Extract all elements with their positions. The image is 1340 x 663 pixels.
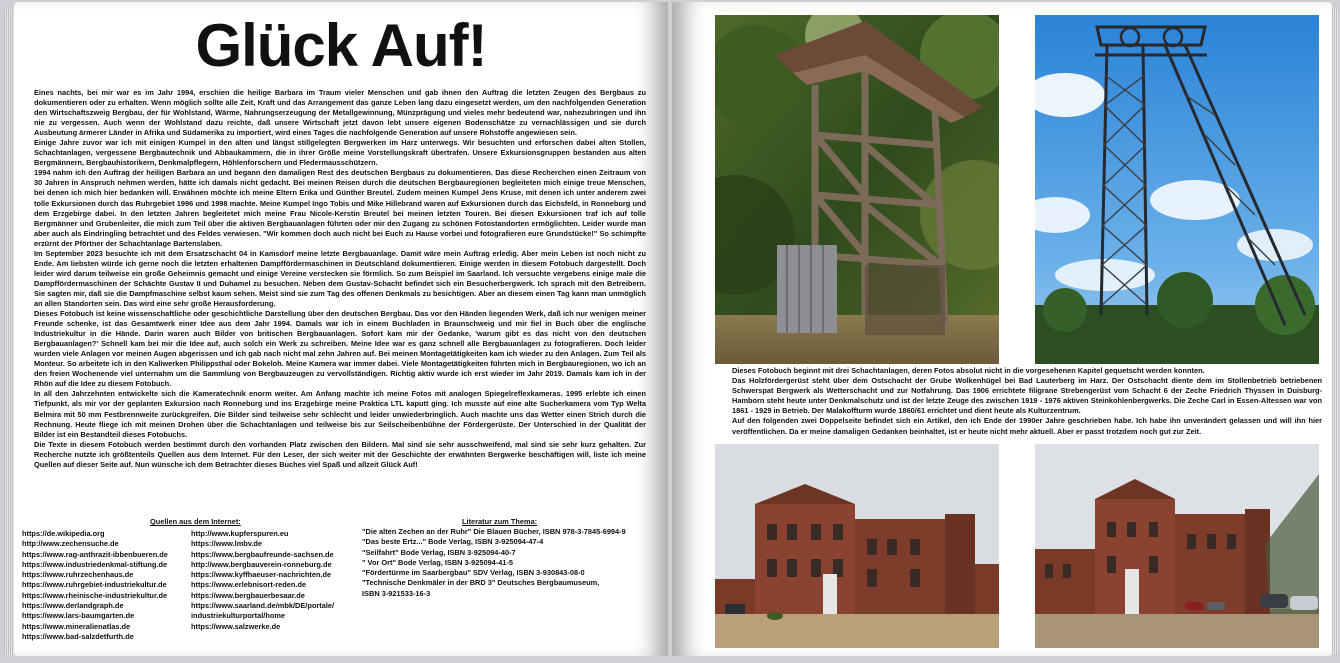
- source-link: industriekulturportal/home: [191, 611, 286, 621]
- sources-list-1: [22, 529, 168, 642]
- left-page: [14, 2, 668, 656]
- caption-paragraph: Dieses Fotobuch beginnt mit drei Schachtanlagen, deren Fotos absolut nicht in die vorgesehenen Kapitel gequetscht werden konnten.: [732, 366, 1205, 375]
- photo-caption: [732, 366, 1322, 437]
- source-link: https://www.derlandgraph.de: [22, 601, 124, 611]
- paragraph: Die Texte in diesem Fotobuch werden bestimmt durch den vorhanden Platz zwischen den Bildern. Mal sind sie sehr ausschweifend, mal sind sie sehr kurz gehalten. Zur Recherche nutzte ich größtenteils Quellen aus dem Internet. Für den Leser, der sich weiter mit der Geschichte der erwähnten Bergwerke beschäftigen will, liste ich meine Quellen auf dieser Seite auf. Nun wünsche ich dem Betrachter dieses Buches viel Spaß und allzeit Glück Auf!: [34, 439, 646, 469]
- source-link: https://www.ruhrgebiet-industriekultur.de: [22, 580, 167, 590]
- source-link: https://www.rheinische-industriekultur.de: [22, 590, 168, 600]
- source-link: http://www.bergbauverein-ronneburg.de: [191, 559, 332, 569]
- source-link: https://www.kyffhaeuser-nachrichten.de: [191, 570, 332, 580]
- source-link: http://www.kupferspuren.eu: [191, 529, 289, 538]
- sources-list-2: [191, 529, 334, 632]
- literature-item: "Seilfahrt" Bode Verlag, ISBN 3-925094-40-7: [362, 547, 516, 557]
- source-link: http://www.zechensuche.de: [22, 539, 119, 549]
- right-page: [672, 2, 1332, 656]
- caption-paragraph: Das Holzfördergerüst steht über dem Ostschacht der Grube Wolkenhügel bei Bad Lauterberg im Harz. Der Ostschacht diente dem im Stollenbetrieb betriebenen Schwerspat Bergwerk als Wetterschacht und zur Notfahrung. Das 1906 errichtete filigrane Strebengerüst vom Schacht 6 der Zeche Friedrich Thyssen in Duisburg-Hamborn steht heute unter Denkmalschutz und ist der letzte Zeuge des zwischen 1919 - 1976 aktiven Steinkohlenbergwerks. Die Zeche Carl in Essen-Altessen war von 1861 - 1929 in Betrieb. Der Malakoffturm wurde 1860/61 errichtet und dient heute als Kulturzentrum.: [732, 376, 1322, 416]
- source-link: https://www.lars-baumgarten.de: [22, 611, 135, 621]
- literature-item: "Die alten Zechen an der Ruhr" Die Blauen Bücher, ISBN 978-3-7845-6994-9: [362, 527, 626, 536]
- photo-brick-building-left: [715, 444, 999, 648]
- literature-item: ISBN 3-921533-16-3: [362, 588, 431, 598]
- source-link: https://www.mineralienatlas.de: [22, 621, 131, 631]
- literature-heading: Literatur zum Thema:: [462, 517, 538, 526]
- source-link: https://www.rag-anthrazit-ibbenbueren.de: [22, 549, 168, 559]
- source-link: https://www.salzwerke.de: [191, 621, 281, 631]
- source-link: https://www.industriedenkmal-stiftung.de: [22, 559, 168, 569]
- photo-brick-building-right: [1035, 444, 1319, 648]
- photo-steel-headframe: [1035, 15, 1319, 364]
- source-link: https://de.wikipedia.org: [22, 529, 105, 538]
- paragraph: Im September 2023 besuchte ich mit dem Ersatzschacht 04 in Kamsdorf meine letzte Bergbauanlage. Damit wäre mein Auftrag erledig. Aber mein Leben ist noch nicht zu Ende. Am liebsten würde ich gerne noch die letzten erhaltenen Dampffördermaschinen in Deutschland dokumentieren. Einige werden in diesem Fotobuch dargestellt. Doch leider wird darum teilweise ein große Geheimnis gemacht und einige Vereine verstecken sie förmlich. So zum Beispiel im Saarland. Ich versuchte vergebens einige male die Dampffördermaschinen der Schächte Gustav II und Duhamel zu besuchen. Neben dem Gustav-Schacht befindet sich ein Besucherbergwerk. Ich sprach mit den Betreibern. Sie sagten mir, daß sie die Dampfmaschine selbst kaum sehen. Meist sind sie zum Tag des offenen Denkmals zu besichtigen. Aber an diesem einen Tag kann man unmöglich an allen Standorten sein. Das wird eine sehr große Herausforderung.: [34, 248, 646, 308]
- literature-list: [362, 527, 626, 599]
- paragraph: In all den Jahrzehnten entwickelte sich die Kameratechnik enorm weiter. Am Anfang machte ich meine Fotos mit analogen Spiegelreflexkameras. 1995 erlebte ich einen Tiefpunkt, als mir vor der geplanten Exkursion nach Ronneburg und ins Erzgebirge meine Praktica LTL kaputt ging. Ich musste auf eine alte Sucherkamera vom Typ Welta Belmira mit 50 mm Festbrennweite zurückgreifen. Die Bilder sind teilweise sehr schlecht und leider unwiederbringlich. Auch machte uns das Wetter einen Strich durch die Rechnung. Heute fliege ich mit meinen Drohen über die Schachtanlagen und teilweise bis zur Seilscheibenbühne der Fördergerüste. Der Unterschied in der Qualität der Bilder ist ein Bestandteil dieses Fotobuchs.: [34, 389, 646, 439]
- introduction-text: [34, 88, 646, 470]
- source-link: https://www.lmbv.de: [191, 539, 263, 549]
- caption-paragraph: Auf den folgenden zwei Doppelseite befindet sich ein Artikel, den ich Ende der 1990er Jahre geschrieben habe. Ich habe ihn unverändert gelassen und will ihn hier veröffentlichen. Da er meine damaligen Gedanken beinhaltet, ist er heute nicht mehr aktuell. Aber er passt trotzdem noch gut zur Zeit.: [732, 416, 1322, 436]
- paragraph: Eines nachts, bei mir war es im Jahr 1994, erschien die heilige Barbara im Traum vieler Menschen und gab ihnen den Auftrag die letzten Zeugen des Bergbaus zu dokumentieren oder zu erhalten. Wenn möglich sollte alle Zeit, Kraft und das Arrangement das ganze Leben lang dazu eingesetzt werden, um den nachfolgenden Generation den Wirtschaftszweig Bergbau, der für Wohlstand, Wärme, Nahrungserzeugung der Metallgewinnung, Münzprägung und vieles mehr bedeutend war, nahezubringen und ihn nie zu vergessen. Auch wenn der Wohlstand dazu reichte, daß unsere Wirtschaft jetzt davon lebt unsere eigenen Bodenschätze zu vernachlässigen und sie durch Ausbeutung ärmerer Länder in Afrika und Südamerika zu importiert, wird eines Tages die nachfolgende Generation auf unsere Rohstoffe angewiesen sein.: [34, 88, 646, 138]
- literature-item: "Das beste Ertz..." Bode Verlag, ISBN 3-925094-47-4: [362, 537, 544, 547]
- paragraph: 1994 nahm ich den Auftrag der heiligen Barbara an und begann den damaligen Rest des deutschen Bergbaus zu dokumentieren. Das diese Recherchen einen Zeitraum von 30 Jahren in Anspruch nehmen werden, hätte ich damals nicht gedacht. Bei meinen Reisen durch die deutschen Bergbauregionen begleiteten mich einige treue Menschen, bei denen ich mich hier bedanken will. Erwähnen möchte ich meine Eltern Erika und Günther Breutel. Zudem meinen Kumpel Jens Kruse, mit denen ich unter anderem zwei tolle Exkursionen durch das Ruhrgebiet 1996 und 1998 machte. Meine Kumpel Ingo Tobis und Mike Hillebrand waren auf Exkursionen durch das Eichsfeld, in Ronneburg und dem Erzgebirge dabei. In den letzten Jahren begleitetet mich meine Frau Nicole-Kerstin Breutel bei meinen letzten Touren. Bei diesen Exkursionen traf ich auf tolle Bergmänner und Grubenleiter, die mich zum Teil über die aktiven Bergbauanlagen führten oder mir den Zugang zu schönen Fotostandorten ermöglichten. Leider wurde man aber auch als Eindringling betrachtet und des Feldes verwiesen. "Wir kommen doch auch nicht bei Euch zu Hause vorbei und fotografieren eure Grundstücke!" So schimpfte erzürnt der Pförtner der Schachtanlage Bartenslaben.: [34, 168, 646, 248]
- photo-wooden-headframe: [715, 15, 999, 364]
- literature-item: " Vor Ort" Bode Verlag, ISBN 3-925094-41-5: [362, 557, 514, 567]
- paragraph: Dieses Fotobuch ist keine wissenschaftliche oder geschichtliche Darstellung über den deutschen Bergbau. Das vor den Händen liegenden Werk, daß ich nur wenigen meiner Freunde schenke, ist das Gesamtwerk einer Idee aus dem Jahr 1994. Damals war ich in einem Buchladen in Braunschweig und mir fiel in Buch über die englische Industriekultur in die Hände. Darin waren auch Bilder von britischen Bergbauanlagen. Sofort kam mir der Gedanke, 'warum gibt es das nicht von den deutschen Bergbauanlagen?' Schnell kam bei mir die Idee auf, auch solch ein Werk zu schreiben. Meine Idee war es ganz schnell alle Bergbauanlagen zu fotografieren. Doch leider wurden viele Anlagen vor meinen Augen abgerissen und ich gab nach nicht mal zehn Jahren auf. Bei meinen Montagetätigkeiten kam ich wieder zu den Anlagen. Zum Teil als Monteur. So arbeitete ich in den Kaliwerken Philippsthal oder Bokeloh. Meine Kamera war immer dabei. Viele Montagetätigkeiten führten mich in Bergbauregionen, wo ich an den freien Wochenende viel unternahm um die Sammlung von Bergbauzeugen zu vervollständigen. Richtig aktiv wurde ich erst wieder im Jahr 2019. Damals kam ich in der Rhön auf die Idee zu diesem Fotobuch.: [34, 309, 646, 389]
- paragraph: Einige Jahre zuvor war ich mit einigen Kumpel in den alten und längst stillgelegten Bergwerken im Harz unterwegs. Wir besuchten und erforschen dabei alten Stollen, Schachtanlagen, vergessene Bergbautechnik und Abbaukammern, die in ihrer Größe meine Vorstellungskraft übertrafen. Unsere Exkursionsgruppen bestanden aus alten Bergmännern, Bergbauhistorikern, Denkmalpflegern, Höhlenforschern und Fledermausschützern.: [34, 138, 646, 168]
- source-link: https://www.saarland.de/mbk/DE/portale/: [191, 601, 335, 611]
- page-title: Glück Auf!: [195, 12, 487, 79]
- source-link: https://www.ruhrzechenhaus.de: [22, 570, 134, 580]
- source-link: https://www.bad-salzdetfurth.de: [22, 631, 134, 641]
- source-link: https://www.bergbaufreunde-sachsen.de: [191, 549, 334, 559]
- source-link: https://www.erlebnisort-reden.de: [191, 580, 307, 590]
- source-link: https://www.bergbauerbesaar.de: [191, 590, 305, 600]
- literature-item: "Technische Denkmäler in der BRD 3" Deutsches Bergbaumuseum,: [362, 578, 600, 588]
- sources-heading: Quellen aus dem Internet:: [150, 517, 241, 526]
- literature-item: "Fördertürme im Saarbergbau" SDV Verlag, ISBN 3-930843-08-0: [362, 568, 585, 578]
